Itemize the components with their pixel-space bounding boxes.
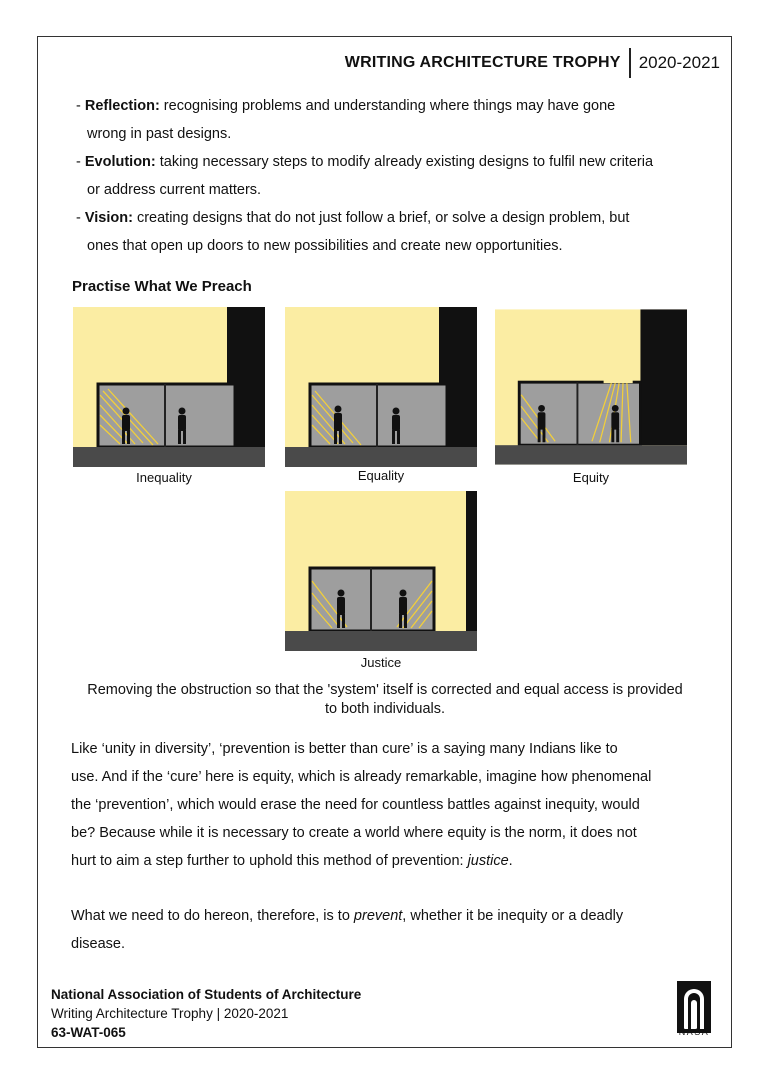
footer [51, 985, 361, 1042]
emphasis-justice: justice [467, 853, 509, 869]
text-span: , whether it be inequity or a deadly [402, 908, 624, 924]
dark-wall [640, 309, 687, 445]
paragraph-line: be? Because while it is necessary to create a world where equity is the norm, it does not [71, 825, 637, 841]
text-span: hurt to aim a step further to uphold this method of prevention: [71, 853, 468, 869]
header-separator [629, 48, 631, 78]
bullet-dash: - [76, 154, 85, 170]
header-title: WRITING ARCHITECTURE TROPHY [344, 54, 621, 71]
paragraph-1 [71, 735, 711, 875]
bullet-text-cont: ones that open up doors to new possibilities and create new opportunities. [87, 238, 563, 254]
paragraph-2 [71, 902, 711, 958]
paragraph-line [71, 902, 711, 930]
justice-description: Removing the obstruction so that the 'system' itself is corrected and equal access is provided to both individuals. [87, 682, 683, 717]
floor [285, 447, 477, 467]
bullet-text-cont: or address current matters. [87, 182, 262, 198]
paragraph-line: disease. [71, 936, 126, 952]
bullet-term: Vision: [84, 210, 133, 226]
figure-equity [495, 307, 687, 467]
figure-justice [285, 491, 477, 651]
emphasis-prevent: prevent [353, 908, 403, 924]
bullet-list [76, 92, 706, 260]
roof-opening [604, 379, 633, 383]
paragraph-line [71, 847, 711, 875]
figure-inequality [73, 307, 265, 467]
caption-equality: Equality [357, 468, 405, 483]
section-title: Practise What We Preach [72, 278, 252, 295]
caption-justice: Justice [360, 655, 402, 670]
floor [285, 631, 477, 651]
logo-text: NASA [678, 1027, 710, 1037]
paragraph-line: use. And if the ‘cure’ here is equity, which is already remarkable, imagine how phenomenal [71, 769, 652, 785]
text-span: What we need to do hereon, therefore, is to [71, 908, 354, 924]
page-header [345, 46, 720, 80]
caption-inequality: Inequality [136, 470, 192, 485]
floor [495, 445, 687, 464]
bullet-reflection [76, 92, 706, 148]
dark-wall-edge [466, 491, 477, 631]
bullet-evolution [76, 148, 706, 204]
paragraph-line: the ‘prevention’, which would erase the need for countless battles against inequity, would [71, 797, 640, 813]
caption-equity: Equity [572, 470, 610, 485]
footer-org: National Association of Students of Architecture [51, 987, 362, 1002]
footer-trophy: Writing Architecture Trophy | 2020-2021 [51, 1006, 289, 1021]
footer-code: 63-WAT-065 [51, 1025, 126, 1040]
paragraph-line: Like ‘unity in diversity’, ‘prevention is better than cure’ is a saying many Indians like to [71, 741, 618, 757]
glass-room [310, 384, 447, 447]
bullet-text: taking necessary steps to modify already existing designs to fulfil new criteria [155, 154, 654, 170]
bullet-term: Reflection: [84, 98, 160, 114]
bullet-text: recognising problems and understanding where things may have gone [159, 98, 616, 114]
header-year: 2020-2021 [638, 53, 720, 72]
bullet-dash: - [76, 210, 85, 226]
bullet-text: creating designs that do not just follow a brief, or solve a design problem, but [132, 210, 630, 226]
bullet-dash: - [76, 98, 85, 114]
figure-equality [285, 307, 477, 467]
floor [73, 447, 265, 467]
bullet-text-cont: wrong in past designs. [87, 126, 232, 142]
text-span: . [508, 853, 513, 869]
bullet-term: Evolution: [84, 154, 156, 170]
bullet-vision [76, 204, 706, 260]
